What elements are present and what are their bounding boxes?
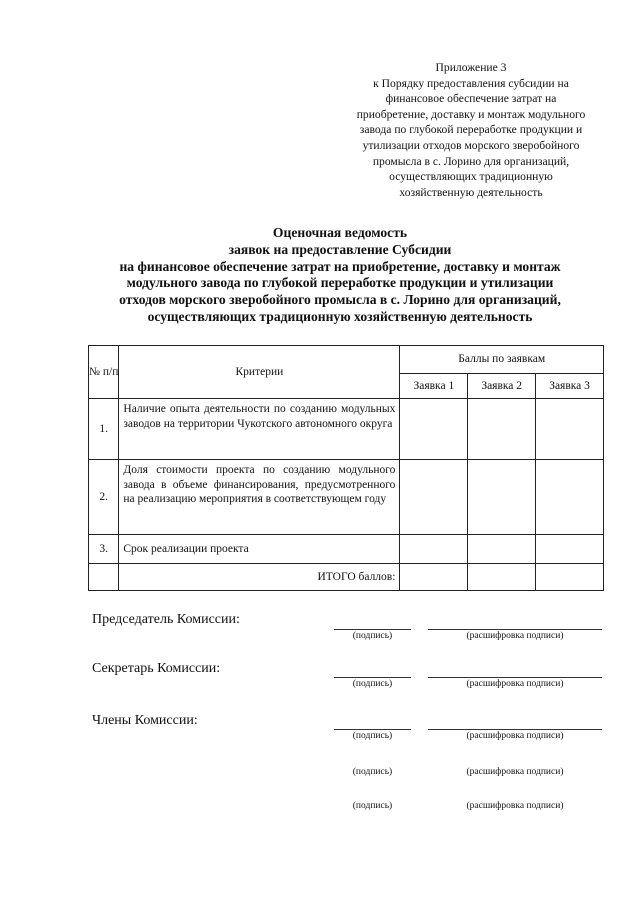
signature-caption: (подпись) [352, 679, 393, 689]
appendix-line: завода по глубокой переработке продукции и [359, 123, 583, 137]
signature-caption: (подпись) [352, 631, 393, 641]
header-application-1: Заявка 1 [400, 374, 468, 399]
total-label: ИТОГО баллов: [119, 564, 400, 591]
row-criterion: Срок реализации проекта [119, 535, 400, 564]
signature-line[interactable] [334, 729, 411, 730]
appendix-line: утилизации отходов морского зверобойного [362, 138, 580, 152]
score-cell[interactable] [400, 535, 468, 564]
total-empty-cell [89, 564, 119, 591]
title-line: отходов морского зверобойного промысла в с. Лорино для организаций, [119, 292, 561, 308]
score-cell[interactable] [468, 460, 536, 535]
members-label: Члены Комиссии: [92, 713, 198, 728]
score-cell[interactable] [536, 399, 604, 460]
title-line: модульного завода по глубокой переработке продукции и утилизации [126, 275, 554, 291]
title-line: осуществляющих традиционную хозяйственную деятельность [147, 308, 533, 324]
table-header-row [89, 346, 604, 374]
decoding-caption: (расшифровка подписи) [466, 631, 564, 641]
score-cell[interactable] [536, 535, 604, 564]
row-number: 3. [89, 535, 119, 564]
table-row [89, 460, 604, 535]
appendix-line: Приложение 3 [435, 61, 507, 74]
signature-caption: (подпись) [352, 731, 393, 741]
decoding-caption: (расшифровка подписи) [466, 801, 564, 811]
appendix-line: к Порядку предоставления субсидии на [373, 76, 569, 90]
score-cell[interactable] [536, 460, 604, 535]
header-application-3: Заявка 3 [536, 374, 604, 399]
header-number: № п/п [89, 346, 119, 399]
secretary-label: Секретарь Комиссии: [92, 661, 221, 676]
appendix-line: приобретение, доставку и монтаж модульного [356, 107, 586, 121]
appendix-line: финансовое обеспечение затрат на [385, 92, 557, 106]
score-cell[interactable] [400, 399, 468, 460]
evaluation-table [88, 345, 604, 591]
total-score-cell[interactable] [468, 564, 536, 591]
row-criterion: Наличие опыта деятельности по созданию модульных заводов на территории Чукотского автономного округа [119, 399, 400, 460]
table-row [89, 399, 604, 460]
total-score-cell[interactable] [536, 564, 604, 591]
decoding-line[interactable] [428, 729, 602, 730]
score-cell[interactable] [468, 399, 536, 460]
header-application-2: Заявка 2 [468, 374, 536, 399]
header-scores: Баллы по заявкам [400, 346, 604, 374]
row-criterion: Доля стоимости проекта по созданию модульного завода в объеме финансирования, предусмотренного на реализацию мероприятия в соответствующем году [119, 460, 400, 535]
chairman-label: Председатель Комиссии: [92, 612, 240, 627]
appendix-header [335, 60, 607, 200]
appendix-line: промысла в с. Лорино для организаций, [372, 154, 570, 168]
title-line: заявок на предоставление Субсидии [228, 241, 452, 257]
header-criteria: Критерии [119, 346, 400, 399]
signature-line[interactable] [334, 677, 411, 678]
decoding-caption: (расшифровка подписи) [466, 731, 564, 741]
score-cell[interactable] [400, 460, 468, 535]
decoding-caption: (расшифровка подписи) [466, 679, 564, 689]
row-number: 1. [89, 399, 119, 460]
total-row [89, 564, 604, 591]
decoding-line[interactable] [428, 677, 602, 678]
score-cell[interactable] [468, 535, 536, 564]
decoding-caption: (расшифровка подписи) [466, 767, 564, 777]
row-number: 2. [89, 460, 119, 535]
signature-caption: (подпись) [352, 767, 393, 777]
appendix-line: хозяйственную деятельность [399, 185, 543, 199]
total-score-cell[interactable] [400, 564, 468, 591]
title-line: на финансовое обеспечение затрат на приобретение, доставку и монтаж [119, 258, 561, 274]
document-title [70, 225, 610, 326]
decoding-line[interactable] [428, 629, 602, 630]
signature-caption: (подпись) [352, 801, 393, 811]
title-line: Оценочная ведомость [272, 225, 408, 240]
signature-line[interactable] [334, 629, 411, 630]
appendix-line: осуществляющих традиционную [389, 170, 553, 184]
table-row [89, 535, 604, 564]
